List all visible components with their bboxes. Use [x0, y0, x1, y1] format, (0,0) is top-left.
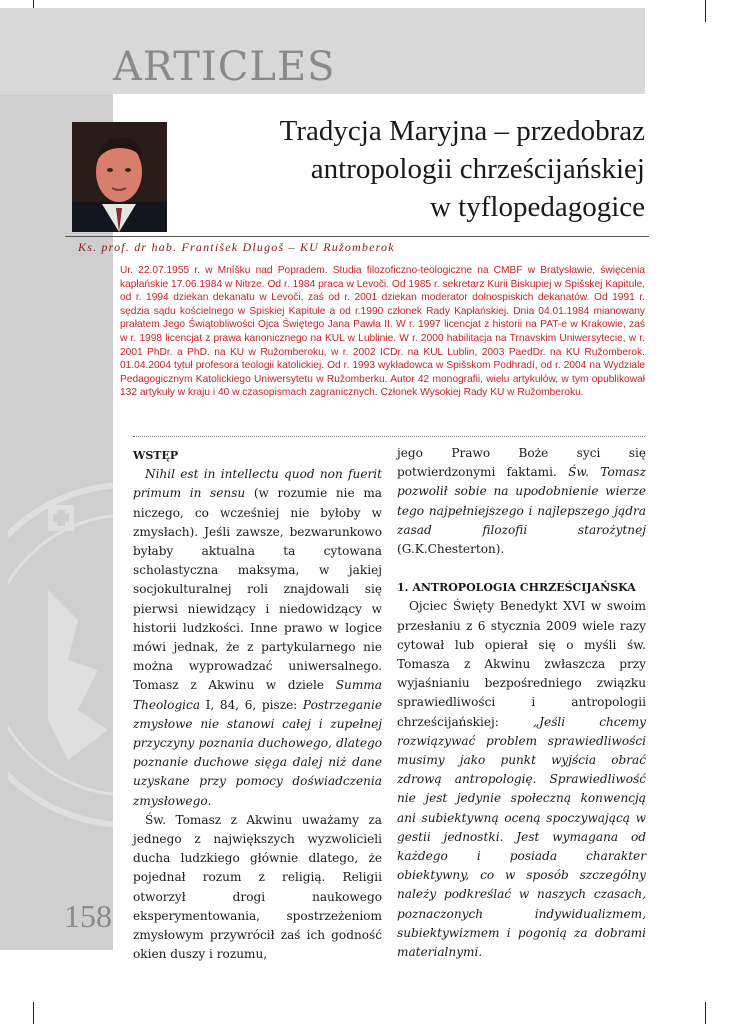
- section-heading: WSTĘP: [133, 449, 179, 462]
- author-bio: Ur. 22.07.1955 r. w Mníšku nad Popradem. Studia filozoficzno-teologiczne na CMBF w Bratysławie, święcenia kapłańskie 17.06.1984 w Nitrze. Od r. 1984 praca w Levoči. Od 1985 r. sekretarz Kurii Biskupiej w Spišskej Kapitule, od r. 1994 dziekan dekanatu w Levoči, zaś od r. 2001 dziekan moderator dolnospiskich dekanatów. Od 1991 r. sędzia sądu kościelnego w Spiskiej Kapitule a od r.1990 członek Rady Kapłańskiej. Dnia 04.01.1984 mianowany prałatem Jego Świątobliwości Ojca Świętego Jana Pawła II. W r. 1997 licencjat z historii na PAT-e w Krakowie, zaś w r. 1998 licencjat z prawa kanonicznego na KUL w Lublinie. W r. 2000 habilitacja na Trnavskim Uniwersytecie, w r. 2001 PhDr. a PhD. na KU w Ružomberoku, w r. 2002 ICDr. na KUL Lublin, 2003 PaedDr. na KU Ružomberok. 01.04.2004 tytuł profesora teologii katolickiej. Od r. 1993 wykładowca w Spišskom Podhradí, od r. 2004 na Wydziale Pedagogicznym Katolickiego Uniwersytetu w Ružomberku. Autor 42 monografii, wielu artykułów, w tym opublikował 132 artykuły w kraju i 40 w czasopismach zagranicznych. Członek Wysokiej Rady KU w Ružomberoku.: [120, 265, 645, 399]
- crop-mark: [705, 1002, 706, 1024]
- dotted-divider: [133, 436, 645, 437]
- paragraph: Św. Tomasz z Akwinu uważamy za jednego z największych wyzwolicieli ducha ludzkiego głównie dlatego, że pojednał rozum z religią. Religii otworzył drogi naukowego eksperymentowania, spostrzeżeniom zmysłowym przywrócił zaś ich godność okien duszy i rozumu,: [133, 812, 382, 962]
- italic-span: Nihil est in intellectu quod non fuerit primum in sensu: [133, 467, 382, 501]
- italic-span: Św. Tomasz pozwolił sobie na upodobnienie wierze tego najpełniejszego i najlepszego jądra zasad filozofii starożytnej: [397, 465, 646, 537]
- section-heading: 1. ANTROPOLOGIA CHRZEŚCIJAŃSKA: [397, 581, 636, 595]
- section-label: ARTICLES: [113, 44, 336, 90]
- paragraph: [397, 597, 646, 962]
- title-divider: [65, 236, 649, 237]
- crop-mark: [705, 0, 706, 22]
- title-line: Tradycja Maryjna – przedobraz: [279, 115, 645, 147]
- page-number: 158: [64, 898, 112, 934]
- text-span: (G.K.Chesterton).: [397, 542, 505, 557]
- text-span: jego Prawo Boże syci się potwierdzonymi faktami.: [397, 446, 646, 480]
- title-line: w tyflopedagogice: [429, 191, 645, 223]
- author-portrait: [72, 122, 167, 232]
- text-span: Ojciec Święty Benedykt XVI w swoim przesłaniu z 6 stycznia 2009 wiele razy cytował lub opierał się o myśli św. Tomasza z Akwinu zwłaszcza przy wyjaśnianiu bezpośredniego związku sprawiedliwości i antropologii chrześcijańskiej:: [397, 599, 646, 729]
- header-band-left: [0, 8, 113, 95]
- text-span: I, 84, 6, pisze:: [200, 697, 303, 712]
- title-line: antropologii chrześcijańskiej: [310, 153, 645, 185]
- crop-mark: [33, 1002, 34, 1024]
- text-span: .: [207, 793, 212, 808]
- right-column: [397, 444, 646, 962]
- italic-span: „Jeśli chcemy rozwiązywać problem sprawiedliwości musimy jako punkt wyjścia obrać zdrową antropologię. Sprawiedliwość nie jest jedynie społeczną konwencją ani subiektywną oceną spoczywającą w gestii jednostki. Jest wymagana od każdego i posiada charakter obiektywny, co w sposób szczególny należy podkreślać w naszych czasach, poznaczonych indywidualizmem, subiektywizmem i pogonią za dobrami materialnymi.: [397, 714, 646, 960]
- text-span: (w rozumie nie ma niczego, co wcześniej nie byłoby w zmysłach). Jeśli zawsze, bezwarunkowo byłaby aktualna ta cytowana scholastyczna maksyma, w jakiej socjokulturalnej roli znajdowali się pierwsi niewidzący i niedowidzący w historii ludzkości. Inne prawo w logice mówi jednak, że z partykularnego nie można wyprowadzać uniwersalnego. Tomasz z Akwinu w dziele: [133, 486, 382, 693]
- italic-span: Postrzeganie zmysłowe nie stanowi całej i zupełnej przyczyny poznania duchowego, dlatego poznanie duchowe sięga dalej niż dane uzyskane przy pomocy doświadczenia zmysłowego: [133, 697, 382, 808]
- author-line: Ks. prof. dr hab. František Dlugoš – KU Ružomberok: [78, 240, 395, 254]
- left-column: [133, 446, 382, 964]
- italic-span: Summa Theologica: [133, 678, 382, 712]
- paragraph: [397, 444, 646, 559]
- paragraph: [133, 465, 382, 811]
- article-title: [225, 112, 645, 226]
